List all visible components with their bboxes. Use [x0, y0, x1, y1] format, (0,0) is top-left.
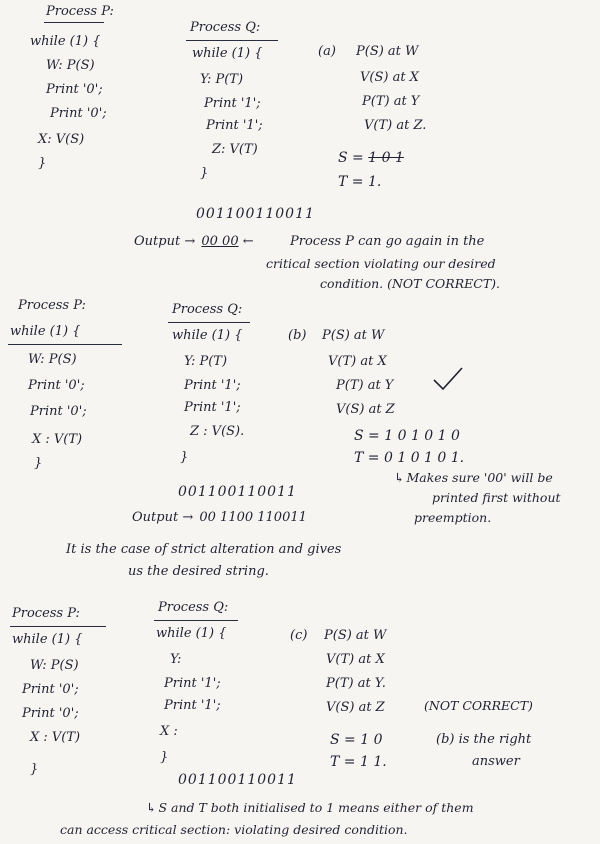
sec-b-option-line-1: P(S) at W — [322, 328, 385, 343]
sec-c-p-line-3: Print '0'; — [22, 682, 79, 697]
sec-a-p-line-3: Print '0'; — [46, 82, 103, 97]
sec-a-p-line-1: while (1) { — [30, 34, 101, 49]
sec-a-option-line-4: V(T) at Z. — [364, 118, 427, 133]
sec-b-note-line-3: preemption. — [414, 510, 492, 525]
sec-a-p-line-6: } — [38, 156, 47, 171]
sec-b-t-values: 0 1 0 1 0 1. — [383, 450, 465, 466]
sec-b-q-line-1: while (1) { — [172, 328, 243, 343]
sec-a-p-title: Process P: — [46, 4, 114, 19]
sec-c-s-values: 1 0 — [360, 732, 383, 748]
sec-a-note-line-3: condition. (NOT CORRECT). — [320, 276, 501, 291]
sec-b-p-underline — [8, 344, 122, 345]
sec-a-p-line-5: X: V(S) — [38, 132, 85, 147]
sec-a-output-value: 00 00 — [201, 234, 239, 249]
sec-c-s-semaphore — [330, 732, 383, 748]
sec-b-output-label: Output — [132, 510, 179, 525]
sec-b-option-line-4: V(S) at Z — [336, 402, 395, 417]
sec-a-option-line-2: V(S) at X — [360, 70, 419, 85]
sec-c-t-values: 1 1. — [359, 754, 387, 770]
sec-b-q-title: Process Q: — [172, 302, 243, 317]
sec-b-p-line-6: } — [34, 456, 43, 471]
sec-b-p-line-5: X : V(T) — [32, 432, 83, 447]
sec-b-t-label: T = — [354, 450, 380, 466]
sec-c-footer-line-1 — [146, 800, 474, 815]
sec-c-q-title-underline — [154, 620, 238, 621]
sec-a-s-semaphore — [338, 150, 404, 166]
sec-a-q-line-5: Z: V(T) — [212, 142, 258, 157]
sec-b-p-line-3: Print '0'; — [28, 378, 85, 393]
sec-b-s-values: 1 0 1 0 1 0 — [384, 428, 460, 444]
sec-b-conclusion-line-1: It is the case of strict alteration and gives — [66, 542, 342, 557]
sec-b-t-semaphore — [354, 450, 464, 466]
sec-c-q-line-5: X : — [160, 724, 178, 739]
sec-a-q-line-2: Y: P(T) — [200, 72, 244, 87]
sec-a-q-title: Process Q: — [190, 20, 261, 35]
sec-c-not-correct: (NOT CORRECT) — [424, 698, 533, 713]
sec-a-q-line-4: Print '1'; — [206, 118, 263, 133]
sec-c-p-line-1: while (1) { — [12, 632, 83, 647]
sec-c-t-label: T = — [330, 754, 356, 770]
sec-b-q-underline — [168, 322, 250, 323]
sec-b-target-string: 001100110011 — [178, 484, 297, 500]
sec-a-target-string: 001100110011 — [196, 206, 315, 222]
sec-b-p-line-4: Print '0'; — [30, 404, 87, 419]
sec-c-p-line-4: Print '0'; — [22, 706, 79, 721]
sec-c-q-line-6: } — [160, 750, 169, 765]
sec-b-note-line-2: printed first without — [432, 490, 561, 505]
sec-b-note-line-1 — [394, 470, 553, 485]
sec-b-note-text-1: Makes sure '00' will be — [406, 470, 553, 485]
sec-a-output — [134, 234, 256, 249]
sec-a-p-title-underline — [44, 22, 104, 23]
arrow-left-icon: ← — [242, 234, 254, 249]
sec-b-q-line-6: } — [180, 450, 189, 465]
sec-c-s-label: S = — [330, 732, 356, 748]
sec-b-output-value: 00 1100 110011 — [199, 510, 307, 525]
sec-a-t-values: 1. — [367, 174, 382, 190]
sec-c-option-line-1: P(S) at W — [324, 628, 387, 643]
sec-b-p-line-1: while (1) { — [10, 324, 81, 339]
sec-c-p-line-5: X : V(T) — [30, 730, 81, 745]
arrow-right-icon: → — [182, 510, 194, 525]
sec-a-t-label: T = — [338, 174, 364, 190]
sec-b-q-line-2: Y: P(T) — [184, 354, 228, 369]
sec-c-p-line-2: W: P(S) — [30, 658, 79, 673]
sec-c-q-line-1: while (1) { — [156, 626, 227, 641]
sec-c-q-line-4: Print '1'; — [164, 698, 221, 713]
sec-c-option-line-4: V(S) at Z — [326, 700, 385, 715]
sec-c-q-line-2: Y: — [170, 652, 182, 667]
sec-b-s-label: S = — [354, 428, 380, 444]
sec-c-t-semaphore — [330, 754, 387, 770]
sec-c-p-line-6: } — [30, 762, 39, 777]
sec-a-note-line-1: Process P can go again in the — [290, 234, 485, 249]
sec-c-p-title-underline — [10, 626, 106, 627]
sec-b-p-title: Process P: — [18, 298, 86, 313]
sec-a-option-line-1: P(S) at W — [356, 44, 419, 59]
arrow-right-icon: → — [184, 234, 196, 249]
sec-a-q-line-6: } — [200, 166, 209, 181]
sec-a-q-line-1: while (1) { — [192, 46, 263, 61]
sec-c-answer-line-1: (b) is the right — [436, 732, 532, 747]
arrow-bent-icon: ↳ — [146, 800, 157, 815]
sec-a-s-label: S = — [338, 150, 364, 166]
checkmark-icon — [432, 366, 464, 399]
sec-c-p-title: Process P: — [12, 606, 80, 621]
sec-b-p-line-2: W: P(S) — [28, 352, 77, 367]
sec-a-t-semaphore — [338, 174, 381, 190]
sec-a-p-line-2: W: P(S) — [46, 58, 95, 73]
sec-c-option-label: (c) — [290, 628, 308, 643]
sec-a-option-line-3: P(T) at Y — [362, 94, 420, 109]
sec-b-option-line-3: P(T) at Y — [336, 378, 394, 393]
arrow-bent-icon: ↳ — [394, 470, 405, 485]
sec-c-target-string: 001100110011 — [178, 772, 297, 788]
sec-c-q-line-3: Print '1'; — [164, 676, 221, 691]
sec-b-output — [132, 510, 307, 525]
sec-c-option-line-2: V(T) at X — [326, 652, 385, 667]
sec-b-q-line-4: Print '1'; — [184, 400, 241, 415]
sec-a-p-line-4: Print '0'; — [50, 106, 107, 121]
sec-b-option-label: (b) — [288, 328, 307, 343]
sec-c-footer-line-2: can access critical section: violating desired condition. — [60, 822, 408, 837]
sec-a-s-values: 1 0 1 — [368, 150, 404, 166]
sec-a-note-line-2: critical section violating our desired — [266, 256, 496, 271]
sec-b-s-semaphore — [354, 428, 460, 444]
sec-b-option-line-2: V(T) at X — [328, 354, 387, 369]
sec-c-footer-text-1: S and T both initialised to 1 means either of them — [158, 800, 474, 815]
sec-b-conclusion-line-2: us the desired string. — [128, 564, 269, 579]
sec-b-q-line-5: Z : V(S). — [190, 424, 245, 439]
sec-a-q-title-underline — [186, 40, 278, 41]
sec-c-option-line-3: P(T) at Y. — [326, 676, 386, 691]
sec-c-q-title: Process Q: — [158, 600, 229, 615]
sec-b-q-line-3: Print '1'; — [184, 378, 241, 393]
sec-a-option-label: (a) — [318, 44, 336, 59]
sec-c-answer-line-2: answer — [472, 754, 520, 769]
sec-a-q-line-3: Print '1'; — [204, 96, 261, 111]
sec-a-output-label: Output — [134, 234, 181, 249]
